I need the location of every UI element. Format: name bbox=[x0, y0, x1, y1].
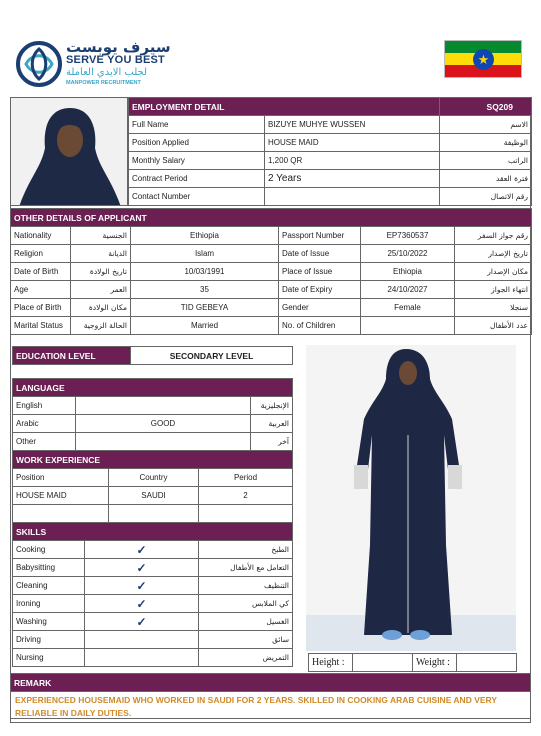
language-label-arabic: آخر bbox=[251, 433, 293, 451]
other-label-arabic-2: تاريخ الإصدار bbox=[455, 245, 532, 263]
employment-label-arabic: الوظيفة bbox=[440, 134, 532, 152]
skill-check-cell bbox=[85, 649, 199, 667]
employment-row bbox=[129, 152, 532, 170]
height-label: Height : bbox=[309, 654, 353, 672]
remark-text: EXPERIENCED HOUSEMAID WHO WORKED IN SAUDI FOR 2 YEARS. SKILLED IN COOKING ARAB CUISINE AND VERY RELIABLE IN DAILY DUTIES. bbox=[15, 695, 497, 718]
skill-label-arabic: التعامل مع الأطفال bbox=[199, 559, 293, 577]
employment-value bbox=[265, 188, 440, 206]
other-label-arabic-2: انتهاء الجواز bbox=[455, 281, 532, 299]
employment-value: 2 Years bbox=[265, 170, 440, 188]
employment-label: Contract Period bbox=[129, 170, 265, 188]
brand-name: SERVE YOU BEST bbox=[66, 54, 165, 66]
other-label-arabic: الحالة الزوجية bbox=[71, 317, 131, 335]
other-details-row bbox=[11, 281, 532, 299]
work-row bbox=[13, 505, 293, 523]
skill-row bbox=[13, 649, 293, 667]
other-label-2: Passport Number bbox=[279, 227, 361, 245]
other-details-table bbox=[10, 208, 532, 335]
remark-title: REMARK bbox=[11, 674, 531, 692]
other-label-arabic: الجنسية bbox=[71, 227, 131, 245]
language-level bbox=[76, 397, 251, 415]
other-label: Religion bbox=[11, 245, 71, 263]
skill-check-cell bbox=[85, 577, 199, 595]
skill-row bbox=[13, 541, 293, 559]
other-label-arabic: الديانة bbox=[71, 245, 131, 263]
work-country: SAUDI bbox=[109, 487, 199, 505]
language-label-arabic: الإنجليزية bbox=[251, 397, 293, 415]
other-label: Marital Status bbox=[11, 317, 71, 335]
skill-label: Babysitting bbox=[13, 559, 85, 577]
skill-label-arabic: الغسيل bbox=[199, 613, 293, 631]
other-value: Married bbox=[131, 317, 279, 335]
skills-table bbox=[12, 522, 293, 667]
employment-row bbox=[129, 188, 532, 206]
other-label-2: No. of Children bbox=[279, 317, 361, 335]
skill-check-cell bbox=[85, 613, 199, 631]
height-value bbox=[353, 654, 413, 672]
other-label-2: Gender bbox=[279, 299, 361, 317]
skill-label: Washing bbox=[13, 613, 85, 631]
language-row bbox=[13, 397, 293, 415]
other-value-2: Female bbox=[361, 299, 455, 317]
other-details-row bbox=[11, 227, 532, 245]
skill-row bbox=[13, 577, 293, 595]
employment-detail-title: EMPLOYMENT DETAIL bbox=[129, 98, 440, 116]
other-value-2 bbox=[361, 317, 455, 335]
employment-value: 1,200 QR bbox=[265, 152, 440, 170]
other-label-arabic: تاريخ الولادة bbox=[71, 263, 131, 281]
language-title: LANGUAGE bbox=[13, 379, 293, 397]
other-value: Ethiopia bbox=[131, 227, 279, 245]
language-level bbox=[76, 433, 251, 451]
other-label-arabic: مكان الولادة bbox=[71, 299, 131, 317]
language-label: English bbox=[13, 397, 76, 415]
other-label: Age bbox=[11, 281, 71, 299]
employment-label-arabic: الراتب bbox=[440, 152, 532, 170]
work-period: 2 bbox=[199, 487, 293, 505]
employment-label-arabic: الاسم bbox=[440, 116, 532, 134]
other-label-arabic-2: رقم جواز السفر bbox=[455, 227, 532, 245]
employment-label: Contact Number bbox=[129, 188, 265, 206]
skill-label-arabic: سائق bbox=[199, 631, 293, 649]
applicant-full-photo bbox=[306, 345, 516, 651]
skill-label: Ironing bbox=[13, 595, 85, 613]
skill-label: Nursing bbox=[13, 649, 85, 667]
reference-code: SQ209 bbox=[440, 98, 532, 116]
skill-check-cell bbox=[85, 559, 199, 577]
skill-row bbox=[13, 631, 293, 649]
work-position bbox=[13, 505, 109, 523]
remark-table bbox=[10, 673, 531, 723]
employment-label: Position Applied bbox=[129, 134, 265, 152]
other-value: Islam bbox=[131, 245, 279, 263]
other-label-arabic-2: مكان الإصدار bbox=[455, 263, 532, 281]
other-label: Date of Birth bbox=[11, 263, 71, 281]
other-details-row bbox=[11, 245, 532, 263]
employment-label-arabic: رقم الاتصال bbox=[440, 188, 532, 206]
skill-check-cell bbox=[85, 631, 199, 649]
other-value-2: Ethiopia bbox=[361, 263, 455, 281]
employment-label: Full Name bbox=[129, 116, 265, 134]
brand-name-arabic: سيرف يوبست bbox=[66, 38, 171, 56]
other-label-arabic-2: سنجلا bbox=[455, 299, 532, 317]
skills-title: SKILLS bbox=[13, 523, 293, 541]
language-row bbox=[13, 415, 293, 433]
language-label: Other bbox=[13, 433, 76, 451]
other-value-2: 25/10/2022 bbox=[361, 245, 455, 263]
checkmark-icon: ✓ bbox=[136, 578, 147, 593]
skill-label-arabic: كي الملابس bbox=[199, 595, 293, 613]
work-country bbox=[109, 505, 199, 523]
other-value: 10/03/1991 bbox=[131, 263, 279, 281]
employment-label: Monthly Salary bbox=[129, 152, 265, 170]
skill-row bbox=[13, 613, 293, 631]
language-row bbox=[13, 433, 293, 451]
other-label: Nationality bbox=[11, 227, 71, 245]
weight-label: Weight : bbox=[413, 654, 457, 672]
other-label-2: Date of Issue bbox=[279, 245, 361, 263]
other-value: 35 bbox=[131, 281, 279, 299]
skill-label: Cleaning bbox=[13, 577, 85, 595]
skill-label-arabic: التنظيف bbox=[199, 577, 293, 595]
employment-row bbox=[129, 116, 532, 134]
skill-check-cell bbox=[85, 595, 199, 613]
other-details-row bbox=[11, 317, 532, 335]
other-label-2: Date of Expiry bbox=[279, 281, 361, 299]
education-label: EDUCATION LEVEL bbox=[13, 347, 131, 365]
work-position: HOUSE MAID bbox=[13, 487, 109, 505]
skill-check-cell bbox=[85, 541, 199, 559]
other-details-title: OTHER DETAILS OF APPLICANT bbox=[11, 209, 532, 227]
other-label-2: Place of Issue bbox=[279, 263, 361, 281]
other-details-row bbox=[11, 263, 532, 281]
brand-logo-icon bbox=[16, 41, 62, 87]
ethiopia-flag-icon bbox=[444, 40, 522, 78]
weight-value bbox=[457, 654, 517, 672]
work-row bbox=[13, 487, 293, 505]
education-value: SECONDARY LEVEL bbox=[131, 347, 293, 365]
work-experience-title: WORK EXPERIENCE bbox=[13, 451, 293, 469]
work-experience-table bbox=[12, 450, 293, 523]
skill-row bbox=[13, 559, 293, 577]
other-value-2: 24/10/2027 bbox=[361, 281, 455, 299]
other-label: Place of Birth bbox=[11, 299, 71, 317]
language-table bbox=[12, 378, 293, 451]
other-label-arabic: العمر bbox=[71, 281, 131, 299]
star-emblem-icon: ★ bbox=[473, 49, 494, 70]
employment-label-arabic: فترة العقد bbox=[440, 170, 532, 188]
employment-row bbox=[129, 170, 532, 188]
measure-table bbox=[308, 653, 517, 672]
language-label-arabic: العربية bbox=[251, 415, 293, 433]
education-table bbox=[12, 346, 293, 365]
brand-tagline-arabic: لجلب الايدي العاملة bbox=[66, 67, 148, 78]
brand-tagline: MANPOWER RECRUITMENT bbox=[66, 80, 141, 86]
applicant-head-photo bbox=[10, 97, 128, 206]
skill-label-arabic: التمريض bbox=[199, 649, 293, 667]
employment-value: HOUSE MAID bbox=[265, 134, 440, 152]
employment-row bbox=[129, 134, 532, 152]
other-details-row bbox=[11, 299, 532, 317]
checkmark-icon: ✓ bbox=[136, 596, 147, 611]
language-level: GOOD bbox=[76, 415, 251, 433]
other-value-2: EP7360537 bbox=[361, 227, 455, 245]
skill-label: Cooking bbox=[13, 541, 85, 559]
work-header-position: Position bbox=[13, 469, 109, 487]
employment-detail-table bbox=[128, 97, 532, 206]
work-period bbox=[199, 505, 293, 523]
other-label-arabic-2: عدد الأطفال bbox=[455, 317, 532, 335]
skill-label-arabic: الطبخ bbox=[199, 541, 293, 559]
language-label: Arabic bbox=[13, 415, 76, 433]
skill-row bbox=[13, 595, 293, 613]
other-value: TID GEBEYA bbox=[131, 299, 279, 317]
work-header-period: Period bbox=[199, 469, 293, 487]
skill-label: Driving bbox=[13, 631, 85, 649]
checkmark-icon: ✓ bbox=[136, 560, 147, 575]
employment-value: BIZUYE MUHYE WUSSEN bbox=[265, 116, 440, 134]
checkmark-icon: ✓ bbox=[136, 614, 147, 629]
checkmark-icon: ✓ bbox=[136, 542, 147, 557]
work-header-country: Country bbox=[109, 469, 199, 487]
